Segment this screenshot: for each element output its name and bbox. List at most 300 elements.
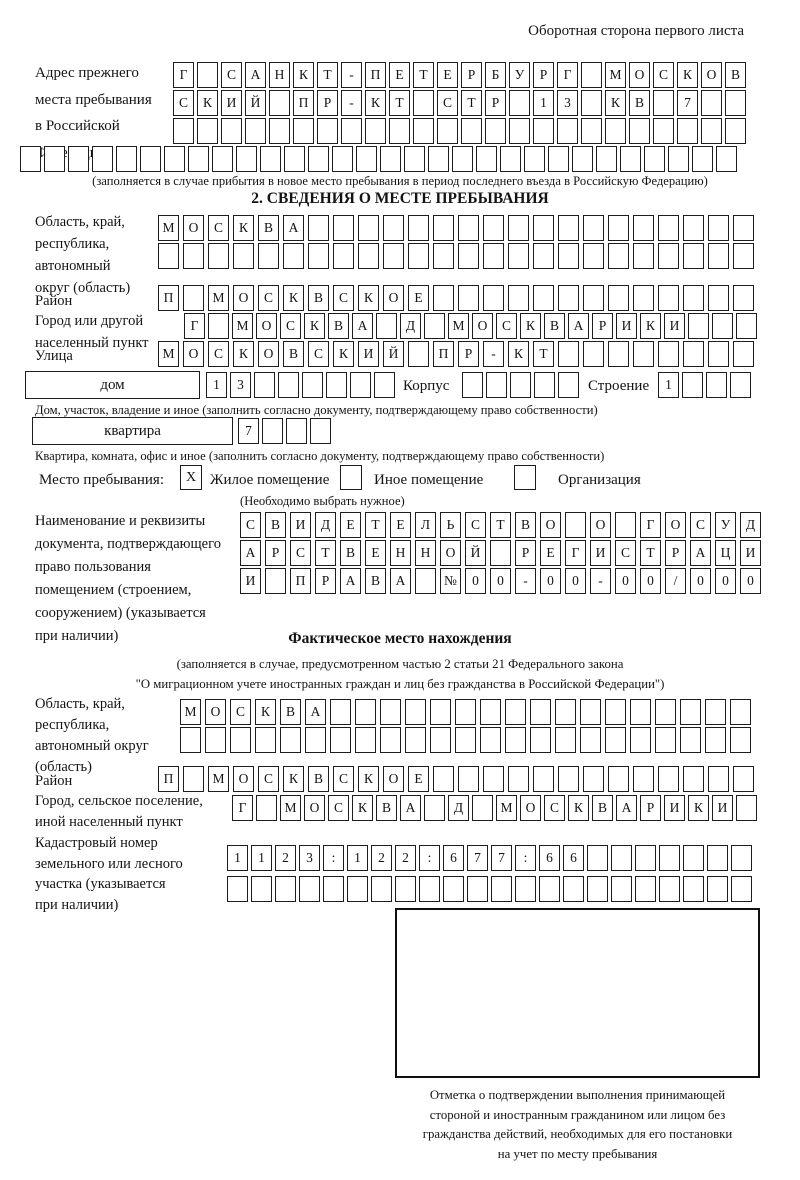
char-cell[interactable]: [140, 146, 161, 172]
char-cell[interactable]: М: [208, 285, 229, 311]
char-cell[interactable]: [533, 118, 554, 144]
char-cell[interactable]: Р: [461, 62, 482, 88]
char-cell[interactable]: [452, 146, 473, 172]
char-cell[interactable]: 3: [557, 90, 578, 116]
char-cell[interactable]: [483, 215, 504, 241]
char-cell[interactable]: [419, 876, 440, 902]
char-cell[interactable]: [236, 146, 257, 172]
char-cell[interactable]: И: [664, 795, 685, 821]
char-cell[interactable]: [413, 90, 434, 116]
char-cell[interactable]: И: [290, 512, 311, 538]
char-cell[interactable]: [430, 727, 451, 753]
char-cell[interactable]: [283, 243, 304, 269]
char-cell[interactable]: О: [183, 341, 204, 367]
char-cell[interactable]: [462, 372, 483, 398]
char-cell[interactable]: [683, 215, 704, 241]
char-cell[interactable]: Н: [415, 540, 436, 566]
char-cell[interactable]: [443, 876, 464, 902]
char-cell[interactable]: [433, 243, 454, 269]
char-cell[interactable]: [269, 90, 290, 116]
char-cell[interactable]: [539, 876, 560, 902]
char-cell[interactable]: [505, 727, 526, 753]
char-cell[interactable]: [658, 285, 679, 311]
char-cell[interactable]: [668, 146, 689, 172]
char-cell[interactable]: [20, 146, 41, 172]
char-cell[interactable]: К: [283, 285, 304, 311]
char-cell[interactable]: [183, 285, 204, 311]
char-cell[interactable]: П: [158, 285, 179, 311]
char-cell[interactable]: К: [640, 313, 661, 339]
char-cell[interactable]: [587, 845, 608, 871]
char-cell[interactable]: [705, 699, 726, 725]
char-cell[interactable]: [658, 215, 679, 241]
char-cell[interactable]: И: [740, 540, 761, 566]
char-cell[interactable]: О: [440, 540, 461, 566]
char-cell[interactable]: Р: [485, 90, 506, 116]
char-cell[interactable]: [380, 146, 401, 172]
house-type-box[interactable]: дом: [25, 371, 200, 399]
char-cell[interactable]: Е: [408, 766, 429, 792]
char-cell[interactable]: [533, 243, 554, 269]
char-cell[interactable]: С: [280, 313, 301, 339]
char-cell[interactable]: [633, 243, 654, 269]
char-cell[interactable]: Г: [232, 795, 253, 821]
char-cell[interactable]: [383, 215, 404, 241]
stay-type-checkbox-organization[interactable]: [514, 465, 536, 490]
char-cell[interactable]: К: [233, 215, 254, 241]
char-cell[interactable]: [380, 699, 401, 725]
char-cell[interactable]: [558, 766, 579, 792]
char-cell[interactable]: -: [341, 90, 362, 116]
char-cell[interactable]: [548, 146, 569, 172]
char-cell[interactable]: В: [340, 540, 361, 566]
char-cell[interactable]: [608, 215, 629, 241]
char-cell[interactable]: [308, 146, 329, 172]
char-cell[interactable]: [655, 699, 676, 725]
char-cell[interactable]: [701, 118, 722, 144]
char-cell[interactable]: К: [233, 341, 254, 367]
char-cell[interactable]: [480, 727, 501, 753]
char-cell[interactable]: [116, 146, 137, 172]
char-cell[interactable]: О: [520, 795, 541, 821]
char-cell[interactable]: У: [509, 62, 530, 88]
char-cell[interactable]: [509, 90, 530, 116]
char-cell[interactable]: Т: [461, 90, 482, 116]
char-cell[interactable]: И: [712, 795, 733, 821]
char-cell[interactable]: [358, 215, 379, 241]
char-cell[interactable]: [92, 146, 113, 172]
char-cell[interactable]: О: [472, 313, 493, 339]
char-cell[interactable]: [605, 118, 626, 144]
char-cell[interactable]: [733, 285, 754, 311]
char-cell[interactable]: [558, 285, 579, 311]
char-cell[interactable]: [433, 285, 454, 311]
char-cell[interactable]: [682, 372, 703, 398]
char-cell[interactable]: Р: [533, 62, 554, 88]
char-cell[interactable]: В: [308, 766, 329, 792]
char-cell[interactable]: [530, 699, 551, 725]
char-cell[interactable]: Ь: [440, 512, 461, 538]
char-cell[interactable]: [480, 699, 501, 725]
char-cell[interactable]: С: [465, 512, 486, 538]
char-cell[interactable]: [583, 766, 604, 792]
char-cell[interactable]: К: [197, 90, 218, 116]
char-cell[interactable]: [208, 313, 229, 339]
char-cell[interactable]: [534, 372, 555, 398]
char-cell[interactable]: Е: [389, 62, 410, 88]
char-cell[interactable]: [653, 90, 674, 116]
char-cell[interactable]: -: [341, 62, 362, 88]
char-cell[interactable]: /: [665, 568, 686, 594]
char-cell[interactable]: [608, 285, 629, 311]
char-cell[interactable]: [605, 727, 626, 753]
char-cell[interactable]: М: [158, 341, 179, 367]
char-cell[interactable]: Т: [315, 540, 336, 566]
char-cell[interactable]: [428, 146, 449, 172]
char-cell[interactable]: [683, 766, 704, 792]
char-cell[interactable]: С: [333, 766, 354, 792]
char-cell[interactable]: [275, 876, 296, 902]
char-cell[interactable]: В: [544, 313, 565, 339]
char-cell[interactable]: О: [540, 512, 561, 538]
char-cell[interactable]: Р: [592, 313, 613, 339]
char-cell[interactable]: [467, 876, 488, 902]
char-cell[interactable]: [415, 568, 436, 594]
char-cell[interactable]: К: [520, 313, 541, 339]
char-cell[interactable]: 0: [540, 568, 561, 594]
char-cell[interactable]: О: [590, 512, 611, 538]
char-cell[interactable]: О: [258, 341, 279, 367]
char-cell[interactable]: [736, 795, 757, 821]
char-cell[interactable]: 7: [467, 845, 488, 871]
char-cell[interactable]: С: [690, 512, 711, 538]
char-cell[interactable]: [733, 341, 754, 367]
char-cell[interactable]: В: [376, 795, 397, 821]
char-cell[interactable]: Т: [490, 512, 511, 538]
char-cell[interactable]: Г: [557, 62, 578, 88]
char-cell[interactable]: [730, 699, 751, 725]
char-cell[interactable]: [164, 146, 185, 172]
char-cell[interactable]: [389, 118, 410, 144]
stay-type-checkbox-residential[interactable]: X: [180, 465, 202, 490]
apartment-type-box[interactable]: квартира: [32, 417, 233, 445]
char-cell[interactable]: К: [365, 90, 386, 116]
char-cell[interactable]: К: [358, 766, 379, 792]
char-cell[interactable]: А: [400, 795, 421, 821]
char-cell[interactable]: В: [725, 62, 746, 88]
char-cell[interactable]: [708, 766, 729, 792]
char-cell[interactable]: [408, 341, 429, 367]
char-cell[interactable]: [227, 876, 248, 902]
char-cell[interactable]: Д: [740, 512, 761, 538]
char-cell[interactable]: [725, 90, 746, 116]
char-cell[interactable]: П: [293, 90, 314, 116]
char-cell[interactable]: Л: [415, 512, 436, 538]
char-cell[interactable]: О: [233, 766, 254, 792]
char-cell[interactable]: [680, 727, 701, 753]
char-cell[interactable]: А: [690, 540, 711, 566]
char-cell[interactable]: [653, 118, 674, 144]
char-cell[interactable]: 6: [443, 845, 464, 871]
char-cell[interactable]: [581, 118, 602, 144]
char-cell[interactable]: [705, 727, 726, 753]
char-cell[interactable]: [476, 146, 497, 172]
char-cell[interactable]: К: [677, 62, 698, 88]
char-cell[interactable]: О: [233, 285, 254, 311]
char-cell[interactable]: [712, 313, 733, 339]
char-cell[interactable]: Д: [315, 512, 336, 538]
char-cell[interactable]: [510, 372, 531, 398]
char-cell[interactable]: [630, 699, 651, 725]
char-cell[interactable]: Е: [340, 512, 361, 538]
char-cell[interactable]: [572, 146, 593, 172]
char-cell[interactable]: [256, 795, 277, 821]
char-cell[interactable]: [629, 118, 650, 144]
char-cell[interactable]: [716, 146, 737, 172]
char-cell[interactable]: :: [323, 845, 344, 871]
char-cell[interactable]: И: [358, 341, 379, 367]
char-cell[interactable]: [326, 372, 347, 398]
char-cell[interactable]: [658, 243, 679, 269]
char-cell[interactable]: [655, 727, 676, 753]
char-cell[interactable]: [433, 766, 454, 792]
char-cell[interactable]: [658, 341, 679, 367]
char-cell[interactable]: Г: [640, 512, 661, 538]
char-cell[interactable]: [308, 215, 329, 241]
char-cell[interactable]: В: [328, 313, 349, 339]
char-cell[interactable]: Р: [317, 90, 338, 116]
char-cell[interactable]: [683, 876, 704, 902]
char-cell[interactable]: В: [365, 568, 386, 594]
char-cell[interactable]: [284, 146, 305, 172]
char-cell[interactable]: 2: [395, 845, 416, 871]
char-cell[interactable]: [580, 727, 601, 753]
char-cell[interactable]: [508, 766, 529, 792]
char-cell[interactable]: [299, 876, 320, 902]
char-cell[interactable]: [708, 285, 729, 311]
char-cell[interactable]: [633, 341, 654, 367]
char-cell[interactable]: Р: [315, 568, 336, 594]
char-cell[interactable]: [708, 243, 729, 269]
char-cell[interactable]: В: [283, 341, 304, 367]
char-cell[interactable]: [500, 146, 521, 172]
char-cell[interactable]: [596, 146, 617, 172]
char-cell[interactable]: С: [230, 699, 251, 725]
char-cell[interactable]: -: [515, 568, 536, 594]
char-cell[interactable]: И: [221, 90, 242, 116]
char-cell[interactable]: Й: [245, 90, 266, 116]
char-cell[interactable]: П: [158, 766, 179, 792]
char-cell[interactable]: [408, 215, 429, 241]
char-cell[interactable]: [483, 285, 504, 311]
char-cell[interactable]: В: [592, 795, 613, 821]
char-cell[interactable]: [583, 341, 604, 367]
char-cell[interactable]: [659, 845, 680, 871]
char-cell[interactable]: [332, 146, 353, 172]
char-cell[interactable]: [708, 341, 729, 367]
char-cell[interactable]: [580, 699, 601, 725]
char-cell[interactable]: М: [496, 795, 517, 821]
char-cell[interactable]: [692, 146, 713, 172]
char-cell[interactable]: О: [205, 699, 226, 725]
char-cell[interactable]: [555, 699, 576, 725]
char-cell[interactable]: [565, 512, 586, 538]
char-cell[interactable]: [558, 215, 579, 241]
char-cell[interactable]: С: [437, 90, 458, 116]
char-cell[interactable]: [486, 372, 507, 398]
char-cell[interactable]: Т: [365, 512, 386, 538]
stay-type-checkbox-other-premises[interactable]: [340, 465, 362, 490]
char-cell[interactable]: С: [258, 285, 279, 311]
char-cell[interactable]: Д: [448, 795, 469, 821]
char-cell[interactable]: [505, 699, 526, 725]
char-cell[interactable]: [611, 876, 632, 902]
char-cell[interactable]: А: [245, 62, 266, 88]
char-cell[interactable]: С: [290, 540, 311, 566]
char-cell[interactable]: М: [180, 699, 201, 725]
char-cell[interactable]: [508, 243, 529, 269]
char-cell[interactable]: С: [221, 62, 242, 88]
char-cell[interactable]: С: [258, 766, 279, 792]
char-cell[interactable]: [683, 285, 704, 311]
char-cell[interactable]: Р: [458, 341, 479, 367]
char-cell[interactable]: [262, 418, 283, 444]
char-cell[interactable]: [533, 766, 554, 792]
char-cell[interactable]: [706, 372, 727, 398]
char-cell[interactable]: А: [568, 313, 589, 339]
char-cell[interactable]: 0: [565, 568, 586, 594]
char-cell[interactable]: [293, 118, 314, 144]
char-cell[interactable]: [733, 215, 754, 241]
char-cell[interactable]: [483, 766, 504, 792]
char-cell[interactable]: [183, 243, 204, 269]
char-cell[interactable]: [644, 146, 665, 172]
char-cell[interactable]: С: [208, 341, 229, 367]
char-cell[interactable]: С: [333, 285, 354, 311]
char-cell[interactable]: [730, 727, 751, 753]
char-cell[interactable]: [260, 146, 281, 172]
char-cell[interactable]: К: [293, 62, 314, 88]
char-cell[interactable]: [683, 845, 704, 871]
char-cell[interactable]: И: [590, 540, 611, 566]
char-cell[interactable]: [461, 118, 482, 144]
char-cell[interactable]: [707, 845, 728, 871]
char-cell[interactable]: Г: [184, 313, 205, 339]
char-cell[interactable]: [563, 876, 584, 902]
char-cell[interactable]: 1: [206, 372, 227, 398]
char-cell[interactable]: [408, 243, 429, 269]
char-cell[interactable]: [605, 699, 626, 725]
char-cell[interactable]: [323, 876, 344, 902]
char-cell[interactable]: И: [240, 568, 261, 594]
char-cell[interactable]: А: [390, 568, 411, 594]
char-cell[interactable]: [44, 146, 65, 172]
char-cell[interactable]: И: [616, 313, 637, 339]
char-cell[interactable]: 2: [275, 845, 296, 871]
char-cell[interactable]: [458, 285, 479, 311]
char-cell[interactable]: [212, 146, 233, 172]
char-cell[interactable]: -: [483, 341, 504, 367]
char-cell[interactable]: 3: [299, 845, 320, 871]
char-cell[interactable]: [581, 90, 602, 116]
char-cell[interactable]: [286, 418, 307, 444]
char-cell[interactable]: [365, 118, 386, 144]
char-cell[interactable]: О: [629, 62, 650, 88]
char-cell[interactable]: [158, 243, 179, 269]
char-cell[interactable]: [455, 727, 476, 753]
char-cell[interactable]: [677, 118, 698, 144]
char-cell[interactable]: М: [158, 215, 179, 241]
char-cell[interactable]: [530, 727, 551, 753]
char-cell[interactable]: [333, 243, 354, 269]
char-cell[interactable]: А: [283, 215, 304, 241]
char-cell[interactable]: 1: [658, 372, 679, 398]
char-cell[interactable]: 1: [533, 90, 554, 116]
char-cell[interactable]: Е: [437, 62, 458, 88]
char-cell[interactable]: Т: [413, 62, 434, 88]
char-cell[interactable]: Е: [408, 285, 429, 311]
char-cell[interactable]: О: [183, 215, 204, 241]
char-cell[interactable]: [490, 540, 511, 566]
char-cell[interactable]: 0: [690, 568, 711, 594]
char-cell[interactable]: [611, 845, 632, 871]
char-cell[interactable]: [508, 215, 529, 241]
char-cell[interactable]: [635, 845, 656, 871]
char-cell[interactable]: [683, 341, 704, 367]
char-cell[interactable]: [683, 243, 704, 269]
char-cell[interactable]: [183, 766, 204, 792]
char-cell[interactable]: 1: [227, 845, 248, 871]
char-cell[interactable]: П: [365, 62, 386, 88]
char-cell[interactable]: [635, 876, 656, 902]
char-cell[interactable]: [557, 118, 578, 144]
char-cell[interactable]: 0: [740, 568, 761, 594]
char-cell[interactable]: [485, 118, 506, 144]
char-cell[interactable]: А: [340, 568, 361, 594]
char-cell[interactable]: С: [496, 313, 517, 339]
char-cell[interactable]: [180, 727, 201, 753]
char-cell[interactable]: В: [515, 512, 536, 538]
char-cell[interactable]: [355, 727, 376, 753]
char-cell[interactable]: Н: [390, 540, 411, 566]
char-cell[interactable]: [483, 243, 504, 269]
char-cell[interactable]: [608, 766, 629, 792]
char-cell[interactable]: С: [173, 90, 194, 116]
char-cell[interactable]: Т: [640, 540, 661, 566]
char-cell[interactable]: [688, 313, 709, 339]
char-cell[interactable]: [733, 243, 754, 269]
char-cell[interactable]: [251, 876, 272, 902]
char-cell[interactable]: 0: [640, 568, 661, 594]
char-cell[interactable]: [558, 243, 579, 269]
char-cell[interactable]: [255, 727, 276, 753]
char-cell[interactable]: [583, 243, 604, 269]
char-cell[interactable]: [707, 876, 728, 902]
char-cell[interactable]: [188, 146, 209, 172]
char-cell[interactable]: В: [258, 215, 279, 241]
char-cell[interactable]: [633, 215, 654, 241]
char-cell[interactable]: [701, 90, 722, 116]
char-cell[interactable]: [430, 699, 451, 725]
char-cell[interactable]: О: [665, 512, 686, 538]
char-cell[interactable]: 0: [715, 568, 736, 594]
char-cell[interactable]: Н: [269, 62, 290, 88]
char-cell[interactable]: [583, 215, 604, 241]
char-cell[interactable]: А: [352, 313, 373, 339]
char-cell[interactable]: 7: [677, 90, 698, 116]
char-cell[interactable]: 3: [230, 372, 251, 398]
char-cell[interactable]: [583, 285, 604, 311]
